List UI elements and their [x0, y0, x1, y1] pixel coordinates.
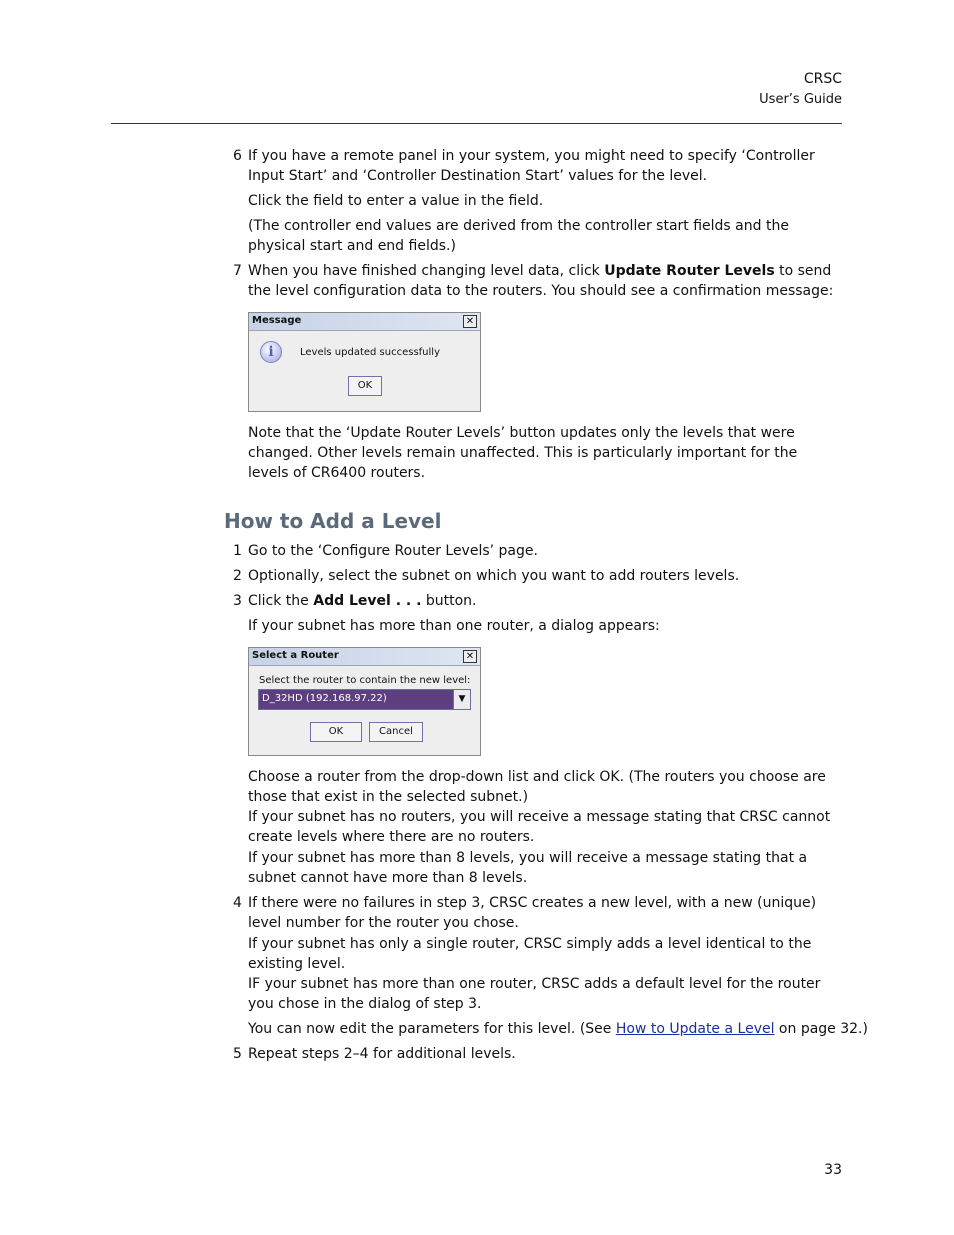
step-text: Choose a router from the drop-down list and click OK. (The routers you choose are those that exist in the selected subnet.): [248, 769, 826, 805]
bold-ui-term: Add Level . . .: [313, 593, 422, 609]
step-text: If your subnet has no routers, you will receive a message stating that CRSC cannot create levels where there are no routers.: [248, 809, 831, 845]
step-text: Repeat steps 2–4 for additional levels.: [248, 1046, 516, 1062]
step-text: Click the field to enter a value in the field.: [248, 193, 544, 209]
message-dialog: [248, 312, 481, 412]
router-select-value: D_32HD (192.168.97.22): [262, 693, 387, 704]
note-text: Note that the ‘Update Router Levels’ button updates only the levels that were changed. Other levels remain unaffected. This is particularly important for the levels of CR6400 routers.: [248, 425, 798, 481]
header-title: CRSC: [803, 71, 842, 87]
step-text: If your subnet has more than one router, a dialog appears:: [248, 618, 660, 634]
ok-button[interactable]: OK: [348, 376, 382, 396]
step-number: 7: [233, 263, 242, 279]
section-heading: How to Add a Level: [224, 509, 442, 533]
step-text-part: When you have finished changing level data, click: [248, 263, 605, 279]
how-to-update-level-link[interactable]: How to Update a Level: [615, 1021, 775, 1037]
info-icon: i: [260, 341, 282, 363]
step-text: (The controller end values are derived from the controller start fields and the physical start and end fields.): [248, 218, 789, 254]
header-divider: [111, 123, 842, 124]
select-router-dialog: [248, 647, 481, 756]
chevron-down-icon[interactable]: ▼: [453, 690, 470, 709]
header-subtitle: User’s Guide: [759, 92, 842, 107]
step-text: If there were no failures in step 3, CRSC creates a new level, with a new (unique) level number for the router you chose.: [248, 895, 817, 931]
step-text-part: on page 32.): [774, 1021, 868, 1037]
step-number: 4: [233, 895, 242, 911]
router-select[interactable]: [258, 689, 471, 710]
step-text-part: You can now edit the parameters for this level. (See: [248, 1021, 616, 1037]
step-number: 6: [233, 148, 242, 164]
close-icon[interactable]: ✕: [463, 650, 477, 663]
dialog-title: Select a Router: [252, 650, 339, 661]
step-number: 3: [233, 593, 242, 609]
close-icon[interactable]: ✕: [463, 315, 477, 328]
step-text-part: button.: [421, 593, 477, 609]
step-text: If you have a remote panel in your system, you might need to specify ‘Controller Input Start’ and ‘Controller Destination Start’ values for the level.: [248, 148, 815, 184]
dialog-title-bar: [249, 648, 480, 666]
page-number: 33: [824, 1162, 842, 1178]
dialog-prompt: Select the router to contain the new level:: [259, 675, 471, 686]
step-text: IF your subnet has more than one router, CRSC adds a default level for the router you chose in the dialog of step 3.: [248, 976, 821, 1012]
step-text-part: Click the: [248, 593, 314, 609]
step-text: Optionally, select the subnet on which you want to add routers levels.: [248, 568, 740, 584]
step-text-part: to send the level configuration data to the routers. You should see a confirmation message:: [248, 263, 834, 299]
cancel-button[interactable]: Cancel: [369, 722, 423, 742]
dialog-title-bar: [249, 313, 480, 331]
step-number: 5: [233, 1046, 242, 1062]
ok-button[interactable]: OK: [310, 722, 362, 742]
step-text: Go to the ‘Configure Router Levels’ page.: [248, 543, 538, 559]
step-text: [248, 1019, 868, 1039]
dialog-title: Message: [252, 315, 302, 326]
step-text: [248, 261, 838, 301]
step-text: If your subnet has more than 8 levels, you will receive a message stating that a subnet cannot have more than 8 levels.: [248, 850, 808, 886]
step-number: 2: [233, 568, 242, 584]
step-text: [248, 591, 848, 611]
step-number: 1: [233, 543, 242, 559]
dialog-message: Levels updated successfully: [300, 347, 440, 358]
step-text: If your subnet has only a single router, CRSC simply adds a level identical to the existing level.: [248, 936, 812, 972]
bold-ui-term: Update Router Levels: [604, 263, 775, 279]
